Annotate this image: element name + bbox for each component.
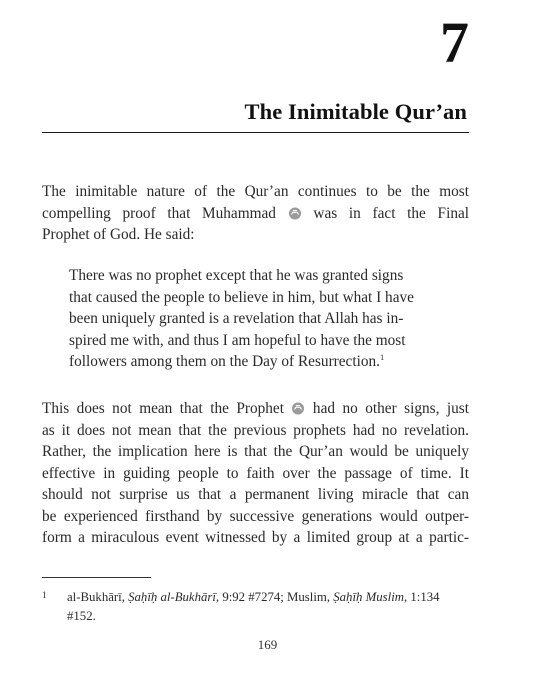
- title-divider: [42, 132, 469, 133]
- hadith-quote: [69, 265, 443, 373]
- book-title: Ṣaḥīḥ Muslim: [333, 590, 404, 604]
- paragraph-line: Prophet of God. He said:: [42, 226, 195, 243]
- paragraph-line: be experienced firsthand by successive generations would outper-: [42, 507, 469, 525]
- text-span: This does not mean that the Prophet: [42, 400, 284, 417]
- quote-line: been uniquely granted is a revelation that Allah has in-: [69, 310, 404, 327]
- paragraph-line: as it does not mean that the previous prophets had no revelation.: [42, 421, 469, 439]
- pbuh-glyph-icon: [288, 206, 302, 220]
- paragraph-line: effective in guiding people to faith over the passage of time. It: [42, 464, 469, 482]
- paragraph-intro: [42, 181, 469, 246]
- chapter-title: The Inimitable Qur’an: [244, 99, 467, 124]
- page-number: 169: [257, 637, 278, 652]
- text-span: compelling proof that Muhammad: [42, 204, 276, 222]
- quote-line: There was no prophet except that he was granted signs: [69, 267, 404, 284]
- paragraph-line: form a miraculous event witnessed by a limited group at a partic-: [42, 529, 469, 546]
- footnote-number: 1: [42, 590, 47, 600]
- quote-line: that caused the people to believe in him, but what I have: [69, 288, 414, 306]
- book-title: Ṣaḥīḥ al-Bukhārī: [128, 590, 216, 604]
- text-span: al-Bukhārī,: [67, 590, 129, 604]
- quote-line: spired me with, and thus I am hopeful to have the most: [69, 331, 406, 349]
- footnote-line: #152.: [67, 609, 96, 623]
- footnote-divider: [42, 577, 151, 578]
- text-span: , 1:134: [404, 590, 440, 604]
- paragraph-line: should not surprise us that a permanent living miracle that can: [42, 486, 469, 503]
- text-span: , 9:92 #7274; Muslim,: [215, 590, 334, 604]
- paragraph-line: Rather, the implication here is that the Qur’an would be uniquely: [42, 443, 469, 460]
- quote-line: [69, 351, 443, 373]
- footnote-line: [67, 588, 469, 607]
- text-span: had no other signs, just: [312, 400, 469, 417]
- chapter-number: 7: [440, 10, 469, 75]
- text-span: followers among them on the Day of Resurrection.: [69, 353, 380, 370]
- footnote-body: [67, 588, 469, 626]
- text-span: was in fact the Final: [313, 204, 470, 222]
- pbuh-glyph-icon: [291, 401, 305, 415]
- footnote-reference[interactable]: 1: [379, 351, 385, 362]
- paragraph-line: [42, 398, 469, 420]
- paragraph-line: The inimitable nature of the Qur’an continues to be the most: [42, 183, 469, 200]
- footnote: [42, 588, 469, 626]
- paragraph-explanation: [42, 398, 469, 549]
- paragraph-line: [42, 203, 469, 225]
